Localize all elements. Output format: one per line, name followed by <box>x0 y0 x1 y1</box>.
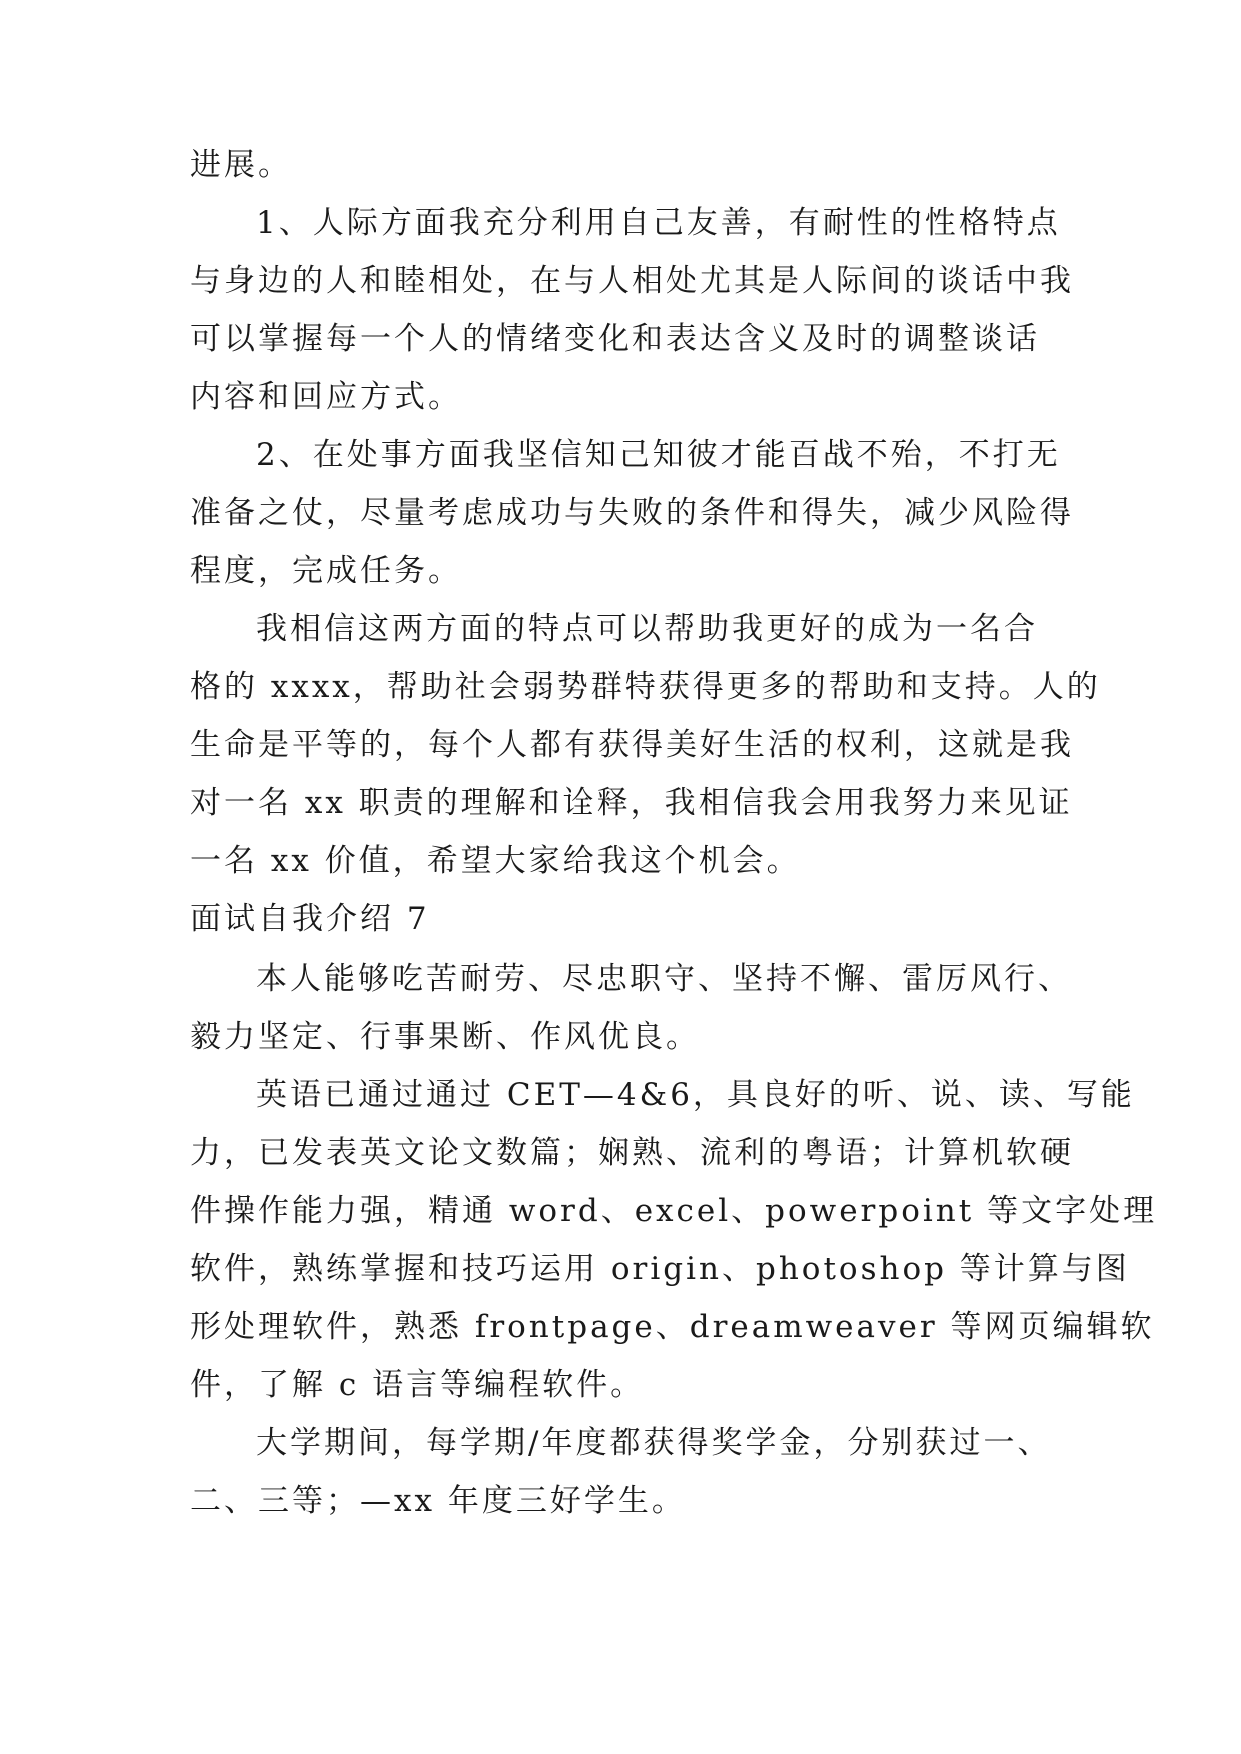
text-line: 内容和回应方式。 <box>190 379 462 415</box>
text-line: 我相信这两方面的特点可以帮助我更好的成为一名合 <box>256 611 1038 647</box>
text-line: 形处理软件，熟悉 frontpage、dreamweaver 等网页编辑软 <box>190 1309 1155 1345</box>
text-line: 本人能够吃苦耐劳、尽忠职守、坚持不懈、雷厉风行、 <box>256 961 1072 997</box>
text-line: 软件，熟练掌握和技巧运用 origin、photoshop 等计算与图 <box>190 1251 1130 1287</box>
text-line: 对一名 xx 职责的理解和诠释，我相信我会用我努力来见证 <box>190 785 1073 821</box>
text-line: 二、三等；—xx 年度三好学生。 <box>190 1483 686 1519</box>
section-heading: 面试自我介绍 7 <box>190 901 430 937</box>
text-line: 一名 xx 价值，希望大家给我这个机会。 <box>190 843 801 879</box>
text-line: 英语已通过通过 CET—4&6，具良好的听、说、读、写能 <box>256 1077 1135 1113</box>
text-line: 进展。 <box>190 147 292 183</box>
document-body <box>190 136 1158 1530</box>
text-line: 件操作能力强，精通 word、excel、powerpoint 等文字处理 <box>190 1193 1158 1229</box>
text-line: 生命是平等的，每个人都有获得美好生活的权利，这就是我 <box>190 727 1074 763</box>
text-line: 大学期间，每学期/年度都获得奖学金，分别获过一、 <box>256 1425 1052 1461</box>
text-line: 格的 xxxx，帮助社会弱势群特获得更多的帮助和支持。人的 <box>190 669 1101 705</box>
text-line: 毅力坚定、行事果断、作风优良。 <box>190 1019 700 1055</box>
text-line: 程度，完成任务。 <box>190 553 462 589</box>
text-line: 可以掌握每一个人的情绪变化和表达含义及时的调整谈话 <box>190 321 1040 357</box>
text-line: 1、人际方面我充分利用自己友善，有耐性的性格特点 <box>256 205 1061 241</box>
text-line: 准备之仗，尽量考虑成功与失败的条件和得失，减少风险得 <box>190 495 1074 531</box>
text-line: 与身边的人和睦相处，在与人相处尤其是人际间的谈话中我 <box>190 263 1074 299</box>
text-line: 件，了解 c 语言等编程软件。 <box>190 1367 645 1403</box>
text-line: 2、在处事方面我坚信知己知彼才能百战不殆，不打无 <box>256 437 1061 473</box>
text-line: 力，已发表英文论文数篇；娴熟、流利的粤语；计算机软硬 <box>190 1135 1074 1171</box>
